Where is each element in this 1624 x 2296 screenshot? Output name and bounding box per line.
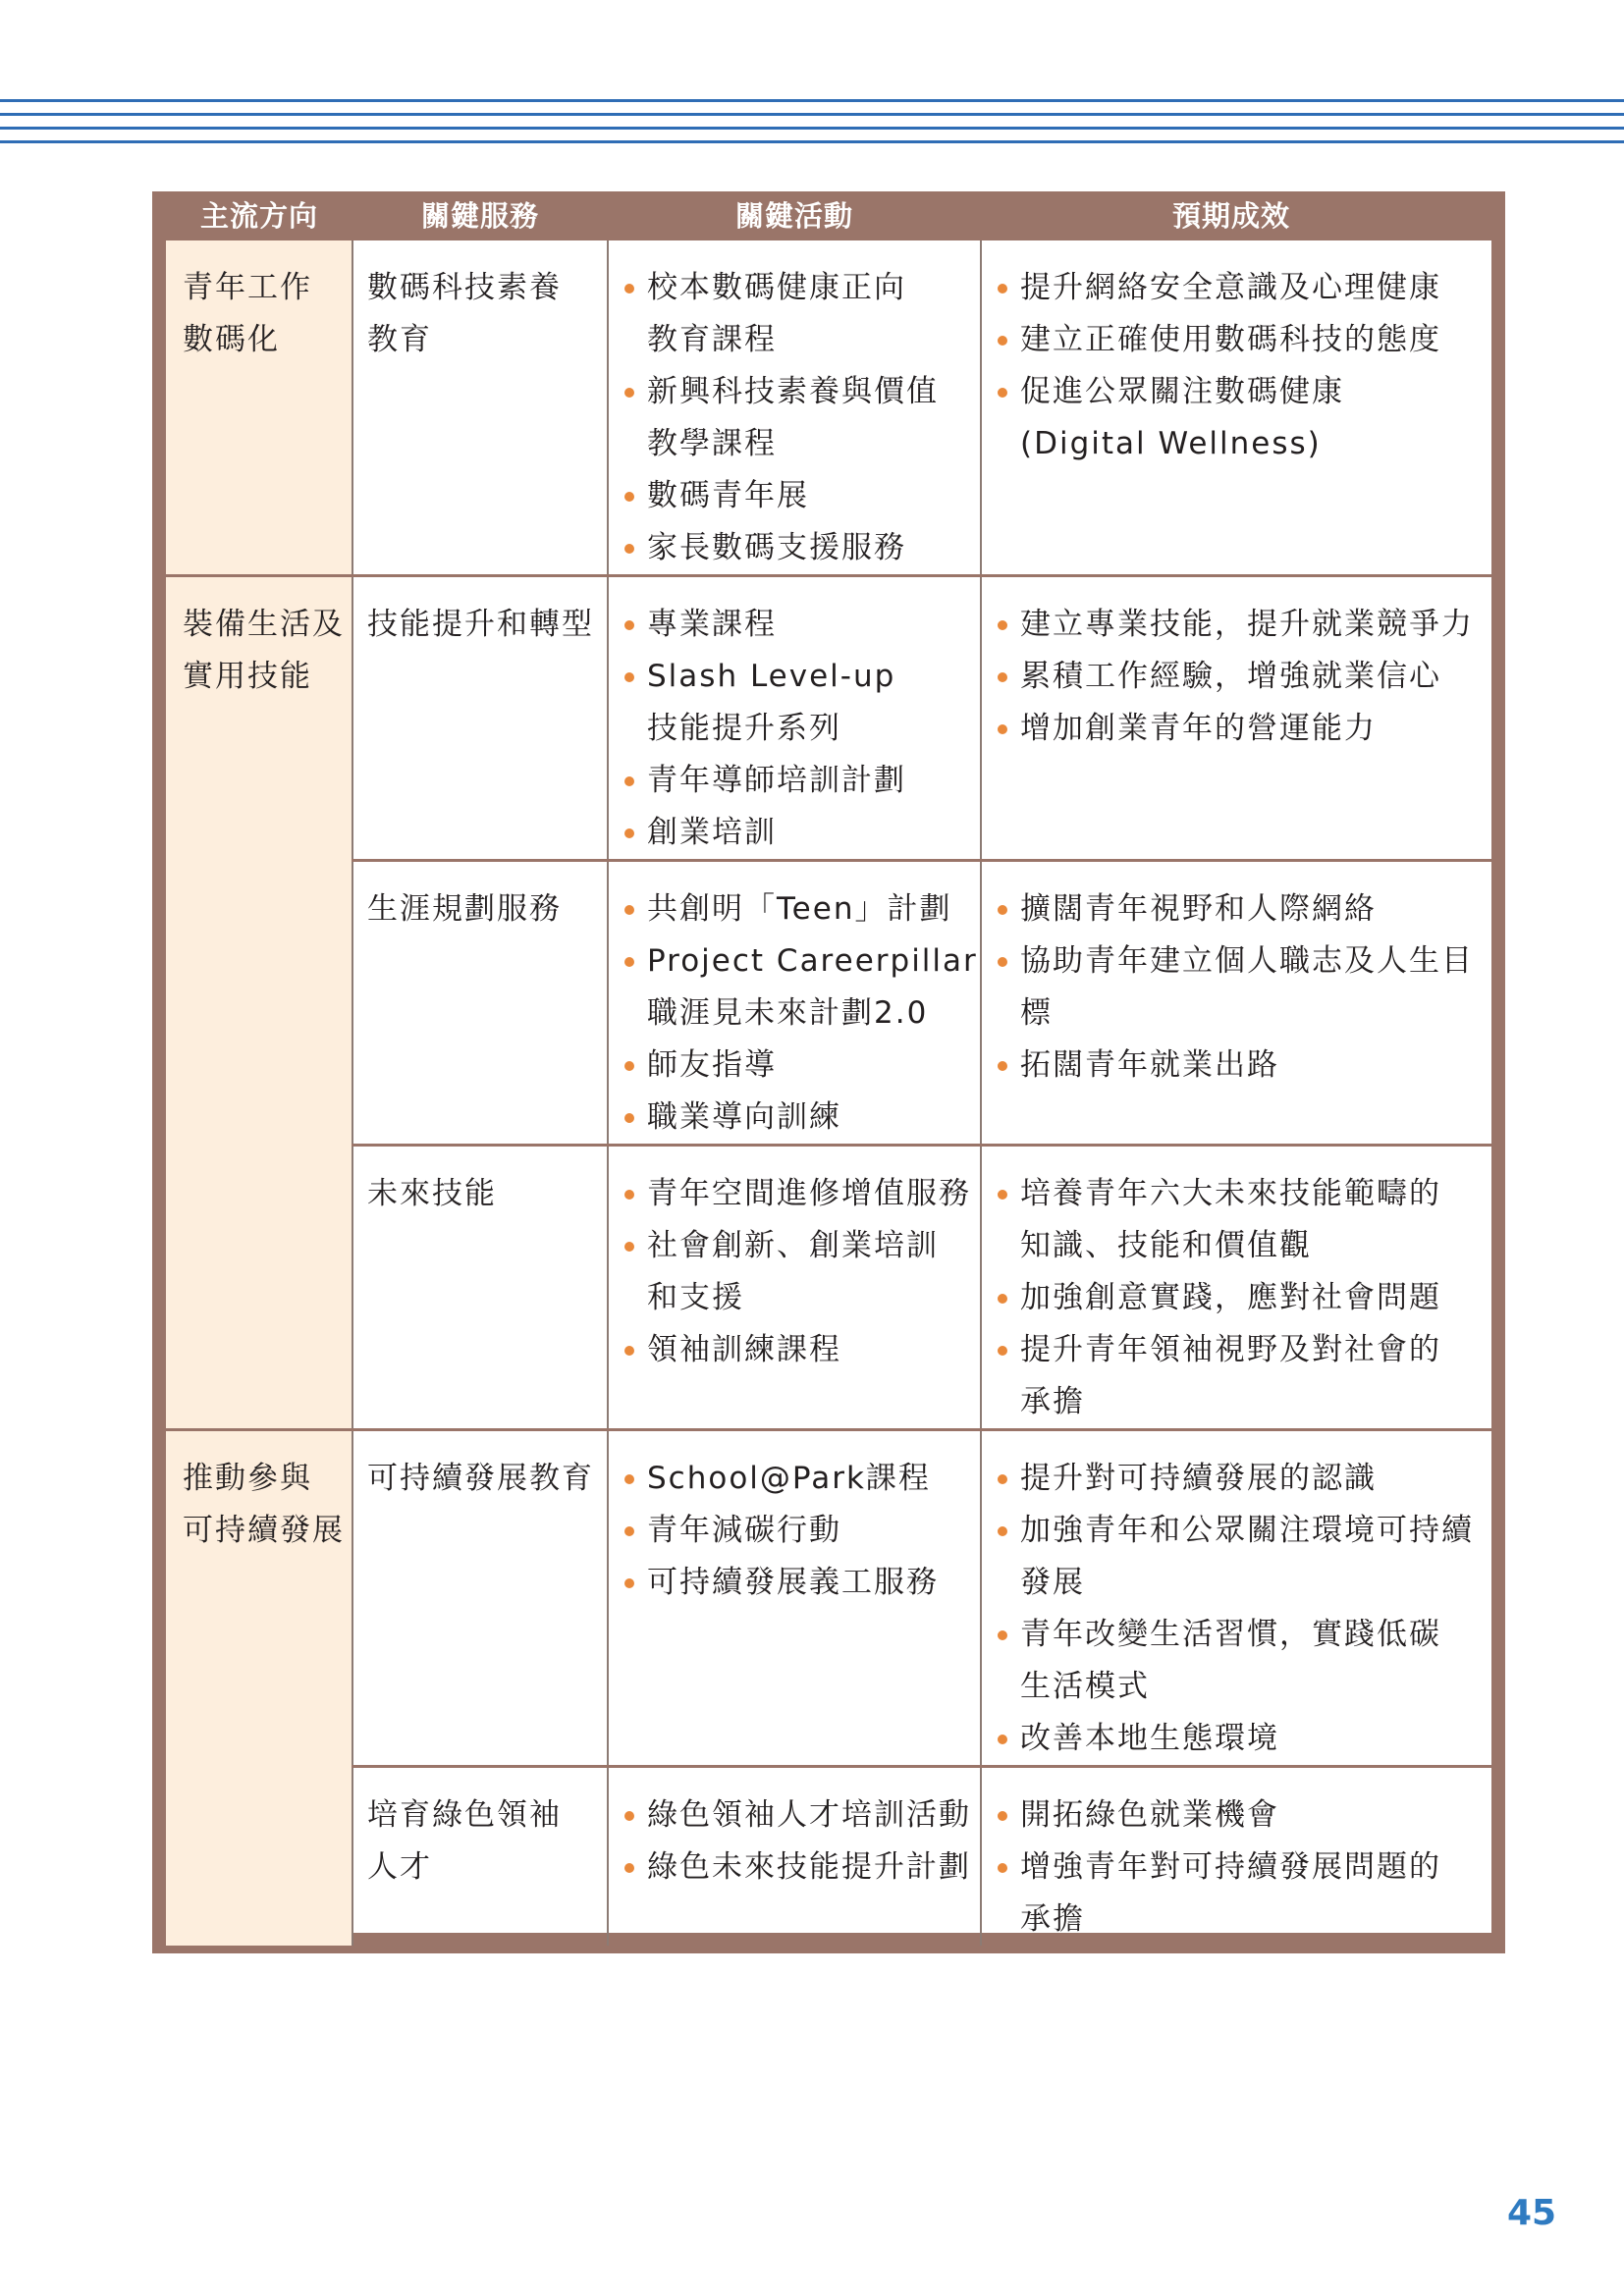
outcome-item bbox=[996, 1609, 1491, 1713]
outcome-text: 累積工作經驗，增強就業信心 bbox=[1020, 659, 1441, 694]
outcome-item bbox=[996, 366, 1491, 470]
table-frame bbox=[152, 191, 1505, 1953]
activities-cell bbox=[608, 1767, 981, 1947]
direction-cell bbox=[166, 576, 352, 1430]
service-text: 教育 bbox=[367, 322, 432, 357]
activity-text: 技能提升系列 bbox=[647, 711, 841, 746]
activities-list bbox=[623, 1168, 980, 1376]
header-rule-3 bbox=[0, 127, 1624, 130]
table-row bbox=[166, 576, 1491, 861]
header-service: 關鍵服務 bbox=[420, 199, 539, 233]
outcomes-cell bbox=[981, 1430, 1491, 1767]
service-text: 生涯規劃服務 bbox=[367, 891, 562, 927]
activity-text: 領袖訓練課程 bbox=[647, 1332, 841, 1367]
activity-item bbox=[623, 1092, 980, 1144]
activities-cell bbox=[608, 240, 981, 576]
activity-item bbox=[623, 366, 980, 470]
header-direction: 主流方向 bbox=[199, 199, 318, 233]
outcome-text: 提升青年領袖視野及對社會的 bbox=[1020, 1332, 1441, 1367]
outcome-item bbox=[996, 1168, 1491, 1272]
outcome-item bbox=[996, 651, 1491, 703]
activity-item bbox=[623, 1789, 980, 1842]
outcome-item bbox=[996, 935, 1491, 1040]
activity-text: 教育課程 bbox=[647, 322, 777, 357]
direction-cell bbox=[166, 240, 352, 576]
outcomes-cell bbox=[981, 576, 1491, 861]
activity-item bbox=[623, 1453, 980, 1505]
activity-item bbox=[623, 1505, 980, 1557]
activities-list bbox=[623, 599, 980, 859]
activity-text: Slash Level-up bbox=[647, 659, 896, 694]
outcome-item bbox=[996, 703, 1491, 755]
header-outcomes: 預期成效 bbox=[1171, 199, 1290, 233]
activity-text: 教學課程 bbox=[647, 426, 777, 461]
outcome-item bbox=[996, 883, 1491, 935]
activity-item bbox=[623, 522, 980, 574]
outcomes-cell bbox=[981, 861, 1491, 1146]
activity-text: 共創明「Teen」計劃 bbox=[647, 891, 952, 927]
outcome-item bbox=[996, 599, 1491, 651]
outcome-text: 青年改變生活習慣，實踐低碳 bbox=[1020, 1617, 1441, 1652]
service-cell bbox=[352, 576, 608, 861]
activities-list bbox=[623, 883, 980, 1144]
activity-item bbox=[623, 883, 980, 935]
outcome-item bbox=[996, 1789, 1491, 1842]
page-number: 45 bbox=[1507, 2193, 1557, 2233]
table-row bbox=[166, 240, 1491, 576]
outcome-item bbox=[996, 1324, 1491, 1428]
activity-text: 青年導師培訓計劃 bbox=[647, 763, 906, 798]
activities-list bbox=[623, 1453, 980, 1609]
activity-text: 專業課程 bbox=[647, 607, 777, 642]
service-text: 數碼科技素養 bbox=[367, 270, 562, 305]
outcome-text: 協助青年建立個人職志及人生目標 bbox=[1020, 943, 1474, 1031]
outcome-text: 拓闊青年就業出路 bbox=[1020, 1047, 1279, 1083]
service-cell bbox=[352, 1146, 608, 1430]
outcomes-list bbox=[996, 1453, 1491, 1765]
activity-item bbox=[623, 1557, 980, 1609]
activity-text: 社會創新、創業培訓 bbox=[647, 1228, 939, 1263]
activity-item bbox=[623, 935, 980, 1040]
direction-text: 實用技能 bbox=[183, 659, 312, 694]
activity-text: 綠色未來技能提升計劃 bbox=[647, 1849, 971, 1885]
activity-item bbox=[623, 807, 980, 859]
header-rule-2 bbox=[0, 113, 1624, 116]
outcome-item bbox=[996, 1453, 1491, 1505]
outcome-text: 改善本地生態環境 bbox=[1020, 1721, 1279, 1756]
activity-text: 校本數碼健康正向 bbox=[647, 270, 906, 305]
header-activities: 關鍵活動 bbox=[734, 199, 853, 233]
outcomes-list bbox=[996, 262, 1491, 470]
outcome-text: 加強創意實踐，應對社會問題 bbox=[1020, 1280, 1441, 1315]
outcome-text: 提升網絡安全意識及心理健康 bbox=[1020, 270, 1441, 305]
service-text: 人才 bbox=[367, 1849, 432, 1885]
outcomes-cell bbox=[981, 240, 1491, 576]
activities-list bbox=[623, 262, 980, 574]
activity-text: 數碼青年展 bbox=[647, 478, 809, 513]
outcomes-cell bbox=[981, 1767, 1491, 1947]
outcome-item bbox=[996, 1842, 1491, 1946]
outcome-text: 發展 bbox=[1020, 1565, 1085, 1600]
table-row bbox=[166, 1430, 1491, 1767]
outcome-text: 培養青年六大未來技能範疇的 bbox=[1020, 1176, 1441, 1211]
activity-text: 職業導向訓練 bbox=[647, 1099, 841, 1135]
service-cell bbox=[352, 1430, 608, 1767]
service-text: 可持續發展教育 bbox=[367, 1461, 594, 1496]
activity-item bbox=[623, 1842, 980, 1894]
activities-cell bbox=[608, 1430, 981, 1767]
activity-item bbox=[623, 651, 980, 755]
header-rule-4 bbox=[0, 140, 1624, 143]
outcome-text: 知識、技能和價值觀 bbox=[1020, 1228, 1312, 1263]
outcome-text: 擴闊青年視野和人際網絡 bbox=[1020, 891, 1377, 927]
outcome-text: 承擔 bbox=[1020, 1384, 1085, 1419]
service-text: 技能提升和轉型 bbox=[367, 607, 594, 642]
outcome-item bbox=[996, 314, 1491, 366]
strategy-table bbox=[166, 240, 1491, 1946]
activity-item bbox=[623, 262, 980, 366]
outcome-text: 增強青年對可持續發展問題的 bbox=[1020, 1849, 1441, 1885]
header-rule-1 bbox=[0, 99, 1624, 102]
direction-text: 裝備生活及 bbox=[183, 607, 345, 642]
activity-item bbox=[623, 470, 980, 522]
outcome-text: 增加創業青年的營運能力 bbox=[1020, 711, 1377, 746]
activities-cell bbox=[608, 861, 981, 1146]
direction-text: 數碼化 bbox=[183, 322, 280, 357]
outcome-item bbox=[996, 1272, 1491, 1324]
activities-list bbox=[623, 1789, 980, 1894]
activity-item bbox=[623, 1040, 980, 1092]
direction-text: 推動參與 bbox=[183, 1461, 312, 1496]
outcome-text: 建立專業技能，提升就業競爭力 bbox=[1020, 607, 1474, 642]
table-row bbox=[166, 1767, 1491, 1947]
outcomes-cell bbox=[981, 1146, 1491, 1430]
activities-cell bbox=[608, 1146, 981, 1430]
service-text: 培育綠色領袖 bbox=[367, 1797, 562, 1833]
service-cell bbox=[352, 1767, 608, 1947]
activity-text: 師友指導 bbox=[647, 1047, 777, 1083]
activity-text: 創業培訓 bbox=[647, 815, 777, 850]
outcomes-list bbox=[996, 1789, 1491, 1946]
activity-item bbox=[623, 1220, 980, 1324]
outcome-text: 促進公眾關注數碼健康 bbox=[1020, 374, 1344, 409]
outcome-text: 生活模式 bbox=[1020, 1669, 1150, 1704]
outcome-item bbox=[996, 262, 1491, 314]
table-row bbox=[166, 1146, 1491, 1430]
activity-text: 青年減碳行動 bbox=[647, 1513, 841, 1548]
table-row bbox=[166, 861, 1491, 1146]
activity-text: 新興科技素養與價值 bbox=[647, 374, 939, 409]
activity-item bbox=[623, 1324, 980, 1376]
activity-text: 和支援 bbox=[647, 1280, 744, 1315]
activity-text: Project Careerpillar bbox=[647, 943, 978, 979]
activities-cell bbox=[608, 576, 981, 861]
outcome-item bbox=[996, 1040, 1491, 1092]
outcome-text: 提升對可持續發展的認識 bbox=[1020, 1461, 1377, 1496]
activity-item bbox=[623, 1168, 980, 1220]
direction-cell bbox=[166, 1430, 352, 1947]
direction-text: 青年工作 bbox=[183, 270, 312, 305]
service-text: 未來技能 bbox=[367, 1176, 497, 1211]
outcomes-list bbox=[996, 1168, 1491, 1428]
activity-text: 家長數碼支援服務 bbox=[647, 530, 906, 565]
outcome-text: 開拓綠色就業機會 bbox=[1020, 1797, 1279, 1833]
activity-text: 青年空間進修增值服務 bbox=[647, 1176, 971, 1211]
direction-text: 可持續發展 bbox=[183, 1513, 345, 1548]
activity-text: 可持續發展義工服務 bbox=[647, 1565, 939, 1600]
outcome-text: 建立正確使用數碼科技的態度 bbox=[1020, 322, 1441, 357]
activity-text: School@Park課程 bbox=[647, 1461, 931, 1496]
outcome-text: 加強青年和公眾關注環境可持續 bbox=[1020, 1513, 1474, 1548]
outcome-item bbox=[996, 1505, 1491, 1609]
outcome-item bbox=[996, 1713, 1491, 1765]
activity-text: 綠色領袖人才培訓活動 bbox=[647, 1797, 971, 1833]
table-body bbox=[166, 199, 1491, 1937]
activity-item bbox=[623, 755, 980, 807]
service-cell bbox=[352, 861, 608, 1146]
outcomes-list bbox=[996, 883, 1491, 1092]
service-cell bbox=[352, 240, 608, 576]
outcome-text: (Digital Wellness) bbox=[1020, 426, 1322, 461]
outcomes-list bbox=[996, 599, 1491, 755]
activity-text: 職涯見未來計劃2.0 bbox=[647, 995, 929, 1031]
activity-item bbox=[623, 599, 980, 651]
outcome-text: 承擔 bbox=[1020, 1901, 1085, 1937]
